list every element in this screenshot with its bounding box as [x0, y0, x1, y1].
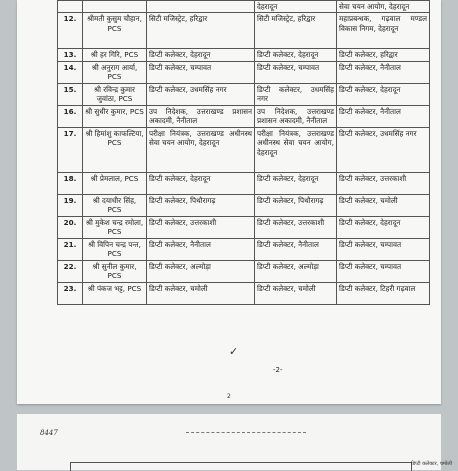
table-row: [58, 105, 430, 127]
officer-name-cell: श्री सुनील कुमार, PCS: [83, 260, 147, 282]
new-posting-cell: डिप्टी कलेक्टर, नैनीताल: [337, 105, 430, 127]
serial-number-cell: 15.: [58, 83, 83, 105]
current-post-cell: डिप्टी कलेक्टर, देहरादून: [147, 172, 255, 194]
page-marker: -2-: [273, 366, 283, 374]
current-post-cell: डिप्टी कलेक्टर, चम्पावत: [147, 61, 255, 83]
faint-header-line: [186, 432, 306, 433]
table-row: [58, 1, 430, 13]
current-post-cell: सिटी मजिस्ट्रेट, हरिद्वार: [147, 13, 255, 49]
new-posting-cell: डिप्टी कलेक्टर, देहरादून: [337, 216, 430, 238]
table-row: [58, 49, 430, 61]
current-post-repeat-cell: देहरादून: [255, 1, 337, 13]
current-post-repeat-cell: उप निदेशक, उत्तराखण्ड प्रशासन अकादमी, नैनीताल: [255, 105, 337, 127]
officer-name-cell: श्री हिमांशु काफल्टिया, PCS: [83, 127, 147, 172]
new-posting-cell: डिप्टी कलेक्टर, उत्तरकाशी: [337, 172, 430, 194]
new-posting-cell: सेवा चयन आयोग, देहरादून: [337, 1, 430, 13]
table-row: [58, 282, 430, 304]
current-post-repeat-cell: डिप्टी कलेक्टर, चमोली: [255, 282, 337, 304]
current-post-repeat-cell: डिप्टी कलेक्टर, उत्तरकाशी: [255, 216, 337, 238]
officer-name-cell: श्री पंकज भट्ट, PCS: [83, 282, 147, 304]
serial-number-cell: 12.: [58, 13, 83, 49]
officer-name-cell: श्रीमती कुसुम चौहान, PCS: [83, 13, 147, 49]
current-post-cell: डिप्टी कलेक्टर, उत्तरकाशी: [147, 216, 255, 238]
table-row: [58, 216, 430, 238]
table-row: [58, 172, 430, 194]
current-post-repeat-cell: डिप्टी कलेक्टर, चम्पावत: [255, 61, 337, 83]
officer-name-cell: [83, 1, 147, 13]
serial-number-cell: 16.: [58, 105, 83, 127]
new-posting-cell: डिप्टी कलेक्टर, चम्पावत: [337, 238, 430, 260]
officer-name-cell: श्री हर गिरि, PCS: [83, 49, 147, 61]
current-post-cell: परीक्षा नियंत्रक, उत्तराखण्ड अधीनस्थ सेवा चयन आयोग, देहरादून: [147, 127, 255, 172]
new-posting-cell: डिप्टी कलेक्टर, देहरादून: [337, 83, 430, 105]
new-posting-cell: डिप्टी कलेक्टर, टिहरी गढ़वाल: [337, 282, 430, 304]
new-posting-cell: डिप्टी कलेक्टर, नैनीताल: [337, 61, 430, 83]
current-post-repeat-cell: परीक्षा नियंत्रक, उत्तराखण्ड अधीनस्थ सेवा चयन आयोग, देहरादून: [255, 127, 337, 172]
current-post-cell: डिप्टी कलेक्टर, नैनीताल: [147, 238, 255, 260]
current-post-repeat-cell: डिप्टी कलेक्टर, नैनीताल: [255, 238, 337, 260]
current-post-cell: डिप्टी कलेक्टर, चमोली: [147, 282, 255, 304]
signature-mark: ✓: [229, 345, 239, 358]
serial-number-cell: 17.: [58, 127, 83, 172]
current-post-cell: डिप्टी कलेक्टर, उधमसिंह नगर: [147, 83, 255, 105]
new-posting-cell: डिप्टी कलेक्टर, चम्पावत: [337, 260, 430, 282]
table-row: [58, 61, 430, 83]
new-posting-cell: डिप्टी कलेक्टर, हरिद्वार: [337, 49, 430, 61]
officer-name-cell: श्री अनुराग आर्या, PCS: [83, 61, 147, 83]
officer-name-cell: श्री मुकेश चन्द्र रमोला, PCS: [83, 216, 147, 238]
serial-number-cell: 22.: [58, 260, 83, 282]
table-row: [58, 83, 430, 105]
serial-number-cell: 19.: [58, 194, 83, 216]
serial-number-cell: 14.: [58, 61, 83, 83]
officer-name-cell: श्री रविन्द्र कुमार जुवांठा, PCS: [83, 83, 147, 105]
page-number: 2: [227, 393, 231, 400]
officer-name-cell: श्री सुधीर कुमार, PCS: [83, 105, 147, 127]
serial-number-cell: 13.: [58, 49, 83, 61]
officer-name-cell: श्री प्रेमलाल, PCS: [83, 172, 147, 194]
serial-number-cell: 23.: [58, 282, 83, 304]
new-posting-cell: महाप्रबन्धक, गढ़वाल मण्डल विकास निगम, देहरादून: [337, 13, 430, 49]
current-post-cell: डिप्टी कलेक्टर, देहरादून: [147, 49, 255, 61]
handwritten-number: 8447: [40, 429, 58, 437]
serial-number-cell: 20.: [58, 216, 83, 238]
current-post-cell: उप निदेशक, उत्तराखण्ड प्रशासन अकादमी, नैनीताल: [147, 105, 255, 127]
current-post-repeat-cell: डिप्टी कलेक्टर, पिथौरागढ़: [255, 194, 337, 216]
table-row: [58, 13, 430, 49]
table-row: [58, 127, 430, 172]
table-row: [58, 260, 430, 282]
transfer-table: [57, 0, 430, 305]
current-post-repeat-cell: डिप्टी कलेक्टर, देहरादून: [255, 49, 337, 61]
officer-name-cell: श्री दयाधीर सिंह, PCS: [83, 194, 147, 216]
current-post-repeat-cell: सिटी मजिस्ट्रेट, हरिद्वार: [255, 13, 337, 49]
table-row: [58, 238, 430, 260]
serial-number-cell: [58, 1, 83, 13]
partial-cell-text: डिप्टी कलेक्टर, चमोली: [411, 461, 452, 467]
current-post-repeat-cell: डिप्टी कलेक्टर, उधमसिंह नगर: [255, 83, 337, 105]
new-posting-cell: डिप्टी कलेक्टर, चमोली: [337, 194, 430, 216]
serial-number-cell: 18.: [58, 172, 83, 194]
serial-number-cell: 21.: [58, 238, 83, 260]
current-post-cell: डिप्टी कलेक्टर, अल्मोड़ा: [147, 260, 255, 282]
current-post-repeat-cell: डिप्टी कलेक्टर, अल्मोड़ा: [255, 260, 337, 282]
officer-name-cell: श्री विपिन चन्द्र पन्त, PCS: [83, 238, 147, 260]
table-row: [58, 194, 430, 216]
document-page: [17, 0, 441, 404]
current-post-repeat-cell: डिप्टी कलेक्टर, देहरादून: [255, 172, 337, 194]
current-post-cell: [147, 1, 255, 13]
current-post-cell: डिप्टी कलेक्टर, पिथौरागढ़: [147, 194, 255, 216]
new-posting-cell: डिप्टी कलेक्टर, उधमसिंह नगर: [337, 127, 430, 172]
